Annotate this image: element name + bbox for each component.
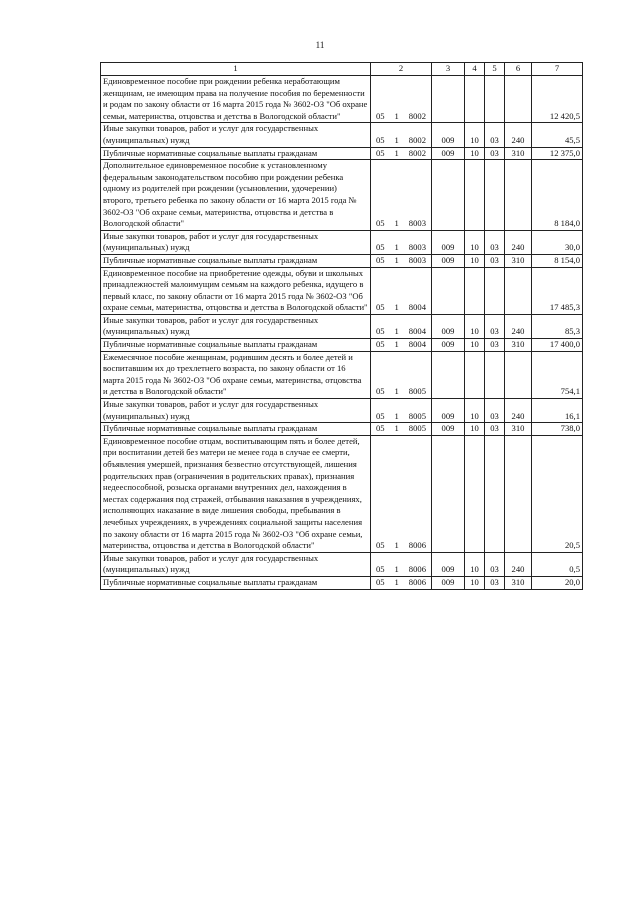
amount-value: 85,3	[532, 314, 583, 338]
code-part-direction: 8003	[408, 242, 426, 253]
target-article-code	[371, 76, 432, 123]
section-code: 10	[465, 552, 485, 576]
expense-type-code: 240	[505, 399, 532, 423]
row-description: Публичные нормативные социальные выплаты гражданам	[101, 147, 371, 160]
header-row	[101, 63, 583, 76]
column-header: 4	[465, 63, 485, 76]
code-part-subprogram: 1	[394, 423, 399, 434]
row-description: Иные закупки товаров, работ и услуг для государственных (муниципальных) нужд	[101, 314, 371, 338]
table-row	[101, 230, 583, 254]
budget-table	[100, 62, 583, 590]
row-description: Публичные нормативные социальные выплаты гражданам	[101, 423, 371, 436]
amount-value: 30,0	[532, 230, 583, 254]
table-row	[101, 351, 583, 398]
row-description: Публичные нормативные социальные выплаты гражданам	[101, 339, 371, 352]
column-header: 5	[485, 63, 505, 76]
subsection-code	[485, 435, 505, 552]
code-part-direction: 8005	[408, 423, 426, 434]
row-description: Единовременное пособие на приобретение одежды, обуви и школьных принадлежностей малоимущим семьям на каждого ребенка, идущего в первый класс, по закону области от 16 марта 2015 года № 3602-ОЗ "Об охране семьи, материнства, отцовства и детства в Вологодской области"	[101, 267, 371, 314]
code-part-direction: 8002	[408, 110, 426, 121]
target-article-code	[371, 160, 432, 231]
code-part-direction: 8004	[408, 339, 426, 350]
table-body	[101, 76, 583, 590]
code-part-direction: 8004	[408, 302, 426, 313]
section-code: 10	[465, 339, 485, 352]
target-article-code	[371, 399, 432, 423]
ministry-code	[432, 160, 465, 231]
subsection-code	[485, 160, 505, 231]
code-part-direction: 8005	[408, 386, 426, 397]
subsection-code: 03	[485, 254, 505, 267]
code-part-subprogram: 1	[394, 410, 399, 421]
expense-type-code: 310	[505, 254, 532, 267]
code-part-subprogram: 1	[394, 386, 399, 397]
code-part-subprogram: 1	[394, 339, 399, 350]
expense-type-code: 310	[505, 423, 532, 436]
section-code	[465, 160, 485, 231]
expense-type-code: 240	[505, 552, 532, 576]
amount-value: 12 420,5	[532, 76, 583, 123]
code-part-direction: 8002	[408, 147, 426, 158]
code-part-direction: 8006	[408, 564, 426, 575]
code-part-program: 05	[376, 242, 385, 253]
section-code: 10	[465, 423, 485, 436]
section-code: 10	[465, 230, 485, 254]
code-part-subprogram: 1	[394, 242, 399, 253]
code-part-program: 05	[376, 254, 385, 265]
amount-value: 16,1	[532, 399, 583, 423]
expense-type-code: 240	[505, 230, 532, 254]
amount-value: 20,0	[532, 576, 583, 589]
expense-type-code	[505, 76, 532, 123]
section-code: 10	[465, 314, 485, 338]
table-row	[101, 147, 583, 160]
column-header: 1	[101, 63, 371, 76]
code-part-subprogram: 1	[394, 134, 399, 145]
row-description: Дополнительное единовременное пособие к установленному федеральным законодательством пособию при рождении ребенка одному из родителей при рождении (усыновлении, удочерении) второго, третьего ребенка по закону области от 16 марта 2015 года № 3602-ОЗ "Об охране семьи, материнства, отцовства и детства в Вологодской области"	[101, 160, 371, 231]
section-code	[465, 267, 485, 314]
code-part-program: 05	[376, 386, 385, 397]
section-code	[465, 351, 485, 398]
amount-value: 20,5	[532, 435, 583, 552]
target-article-code	[371, 435, 432, 552]
amount-value: 738,0	[532, 423, 583, 436]
target-article-code	[371, 423, 432, 436]
subsection-code: 03	[485, 230, 505, 254]
table-row	[101, 423, 583, 436]
amount-value: 8 184,0	[532, 160, 583, 231]
table-row	[101, 160, 583, 231]
amount-value: 17 485,3	[532, 267, 583, 314]
target-article-code	[371, 230, 432, 254]
expense-type-code	[505, 351, 532, 398]
subsection-code: 03	[485, 399, 505, 423]
code-part-program: 05	[376, 564, 385, 575]
code-part-direction: 8003	[408, 254, 426, 265]
code-part-subprogram: 1	[394, 326, 399, 337]
subsection-code: 03	[485, 123, 505, 147]
code-part-program: 05	[376, 576, 385, 587]
code-part-program: 05	[376, 339, 385, 350]
table-row	[101, 76, 583, 123]
code-part-program: 05	[376, 326, 385, 337]
subsection-code: 03	[485, 147, 505, 160]
section-code: 10	[465, 399, 485, 423]
code-part-program: 05	[376, 218, 385, 229]
expense-type-code	[505, 160, 532, 231]
subsection-code: 03	[485, 576, 505, 589]
target-article-code	[371, 339, 432, 352]
subsection-code: 03	[485, 552, 505, 576]
page-number: 11	[315, 40, 325, 50]
amount-value: 17 400,0	[532, 339, 583, 352]
row-description: Иные закупки товаров, работ и услуг для государственных (муниципальных) нужд	[101, 552, 371, 576]
column-header: 3	[432, 63, 465, 76]
expense-type-code: 310	[505, 339, 532, 352]
code-part-program: 05	[376, 147, 385, 158]
row-description: Иные закупки товаров, работ и услуг для государственных (муниципальных) нужд	[101, 230, 371, 254]
ministry-code: 009	[432, 147, 465, 160]
table-row	[101, 435, 583, 552]
amount-value: 8 154,0	[532, 254, 583, 267]
code-part-program: 05	[376, 423, 385, 434]
target-article-code	[371, 254, 432, 267]
table-row	[101, 399, 583, 423]
table-row	[101, 267, 583, 314]
ministry-code: 009	[432, 230, 465, 254]
ministry-code: 009	[432, 314, 465, 338]
code-part-subprogram: 1	[394, 110, 399, 121]
code-part-program: 05	[376, 302, 385, 313]
ministry-code: 009	[432, 123, 465, 147]
table-row	[101, 314, 583, 338]
row-description: Единовременное пособие при рождении ребенка неработающим женщинам, не имеющим права на получение пособия по беременности и родам по закону области от 16 марта 2015 года № 3602-ОЗ "Об охране семьи, материнства, отцовства и детства в Вологодской области"	[101, 76, 371, 123]
row-description: Иные закупки товаров, работ и услуг для государственных (муниципальных) нужд	[101, 399, 371, 423]
section-code: 10	[465, 254, 485, 267]
column-header: 6	[505, 63, 532, 76]
section-code: 10	[465, 147, 485, 160]
amount-value: 754,1	[532, 351, 583, 398]
target-article-code	[371, 552, 432, 576]
code-part-subprogram: 1	[394, 576, 399, 587]
ministry-code	[432, 351, 465, 398]
target-article-code	[371, 267, 432, 314]
code-part-subprogram: 1	[394, 302, 399, 313]
ministry-code: 009	[432, 254, 465, 267]
code-part-program: 05	[376, 134, 385, 145]
expense-type-code: 240	[505, 314, 532, 338]
table-row	[101, 576, 583, 589]
expense-type-code: 240	[505, 123, 532, 147]
target-article-code	[371, 123, 432, 147]
ministry-code	[432, 435, 465, 552]
expense-type-code	[505, 435, 532, 552]
expense-type-code	[505, 267, 532, 314]
code-part-direction: 8003	[408, 218, 426, 229]
code-part-direction: 8006	[408, 576, 426, 587]
expense-type-code: 310	[505, 576, 532, 589]
section-code: 10	[465, 123, 485, 147]
ministry-code: 009	[432, 576, 465, 589]
code-part-subprogram: 1	[394, 540, 399, 551]
row-description: Единовременное пособие отцам, воспитывающим пять и более детей, при воспитании детей без матери не менее года в случае ее смерти, объявления умершей, признания безвестно отсутствующей, лишения родительских прав (ограничения в родительских правах), признания недееспособной, розыска органами внутренних дел, нахождения в местах содержания под стражей, отбывания наказания в учреждениях, исполняющих наказание в виде лишения свободы, пребывания в лечебных учреждениях, в учреждениях социальной защиты населения по закону области от 16 марта 2015 года № 3602-ОЗ "Об охране семьи, материнства, отцовства и детства в Вологодской области"	[101, 435, 371, 552]
code-part-subprogram: 1	[394, 254, 399, 265]
code-part-subprogram: 1	[394, 564, 399, 575]
ministry-code: 009	[432, 552, 465, 576]
subsection-code	[485, 76, 505, 123]
code-part-subprogram: 1	[394, 147, 399, 158]
ministry-code: 009	[432, 339, 465, 352]
column-header: 2	[371, 63, 432, 76]
row-description: Публичные нормативные социальные выплаты гражданам	[101, 576, 371, 589]
subsection-code: 03	[485, 314, 505, 338]
row-description: Ежемесячное пособие женщинам, родившим десять и более детей и воспитавшим их до трехлетнего возраста, по закону области от 16 марта 2015 года № 3602-ОЗ "Об охране семьи, материнства, отцовства и детства в Вологодской области"	[101, 351, 371, 398]
code-part-subprogram: 1	[394, 218, 399, 229]
row-description: Иные закупки товаров, работ и услуг для государственных (муниципальных) нужд	[101, 123, 371, 147]
code-part-program: 05	[376, 540, 385, 551]
table-row	[101, 254, 583, 267]
row-description: Публичные нормативные социальные выплаты гражданам	[101, 254, 371, 267]
expense-type-code: 310	[505, 147, 532, 160]
subsection-code: 03	[485, 423, 505, 436]
target-article-code	[371, 314, 432, 338]
ministry-code	[432, 267, 465, 314]
target-article-code	[371, 351, 432, 398]
section-code: 10	[465, 576, 485, 589]
code-part-direction: 8002	[408, 134, 426, 145]
table-row	[101, 123, 583, 147]
amount-value: 45,5	[532, 123, 583, 147]
subsection-code	[485, 267, 505, 314]
subsection-code	[485, 351, 505, 398]
target-article-code	[371, 147, 432, 160]
table-row	[101, 339, 583, 352]
subsection-code: 03	[485, 339, 505, 352]
code-part-direction: 8004	[408, 326, 426, 337]
code-part-program: 05	[376, 410, 385, 421]
code-part-direction: 8005	[408, 410, 426, 421]
section-code	[465, 435, 485, 552]
section-code	[465, 76, 485, 123]
code-part-direction: 8006	[408, 540, 426, 551]
amount-value: 12 375,0	[532, 147, 583, 160]
target-article-code	[371, 576, 432, 589]
ministry-code	[432, 76, 465, 123]
ministry-code: 009	[432, 399, 465, 423]
table-row	[101, 552, 583, 576]
ministry-code: 009	[432, 423, 465, 436]
amount-value: 0,5	[532, 552, 583, 576]
column-header: 7	[532, 63, 583, 76]
code-part-program: 05	[376, 110, 385, 121]
